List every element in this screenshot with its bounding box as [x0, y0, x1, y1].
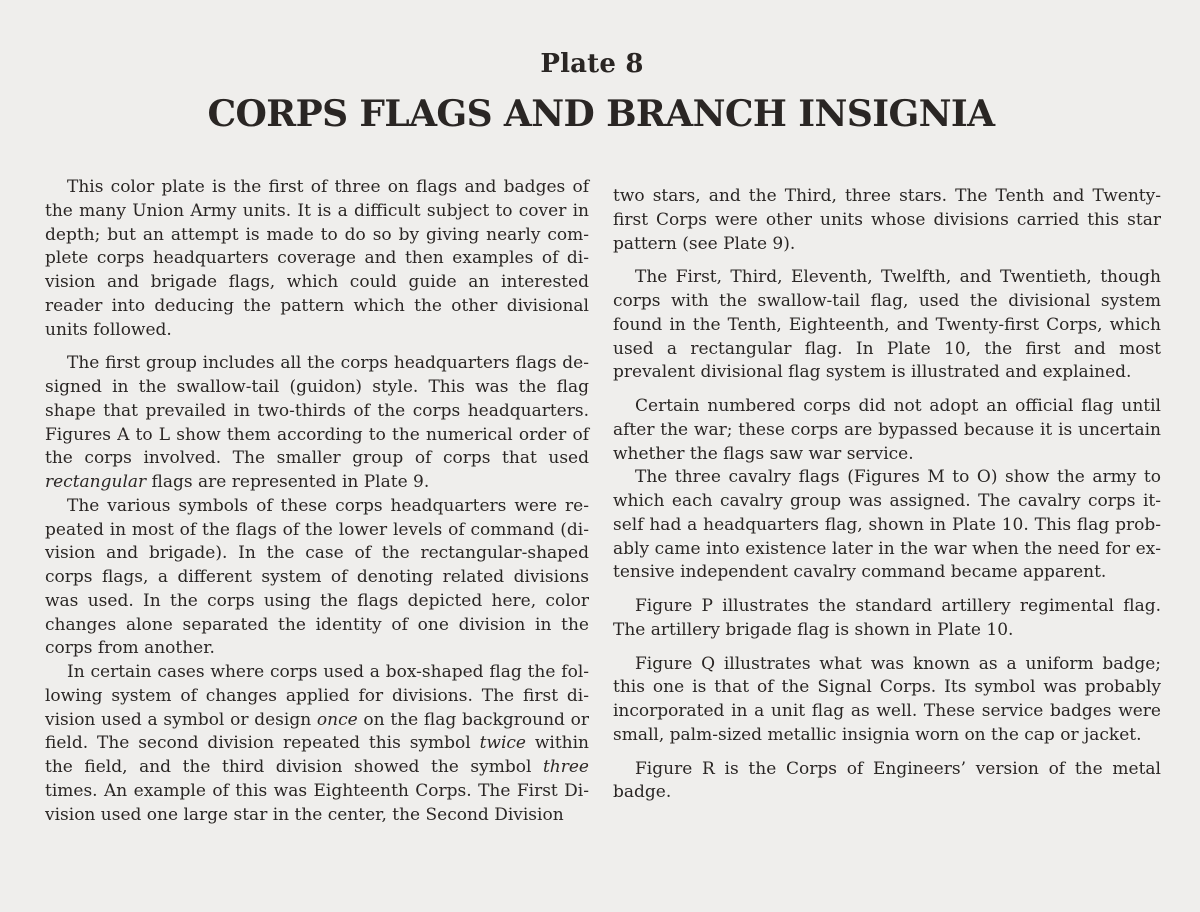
- paragraph: [45, 352, 589, 495]
- left-column: [45, 176, 589, 827]
- emphasized-text: once: [316, 709, 358, 730]
- paragraph: Figure P illustrates the standard artillery regimental flag. The artillery brigade flag is shown in Plate 10.: [613, 596, 1161, 640]
- paragraph: Figure R is the Corps of Engineers’ version of the metal badge.: [613, 758, 1161, 803]
- paragraph: Figure Q illustrates what was known as a uniform badge; this one is that of the Signal Corps. Its symbol was probably incorporated in a unit flag as well. These service badges were small, palm-sized metallic insignia worn on the cap or jacket.: [613, 653, 1161, 745]
- paragraph: Certain numbered corps did not adopt an official flag until after the war; these corps are bypassed because it is uncertain whether the flags saw war service.: [613, 396, 1161, 464]
- paragraph: The First, Third, Eleventh, Twelfth, and Twentieth, though corps with the swallow-tail flag, used the divisional system found in the Tenth, Eighteenth, and Twenty-first Corps, which used a rectangular flag. In Plate 10, the first and most prevalent divisional flag system is illustrated and explained.: [613, 267, 1161, 383]
- emphasized-text: three: [542, 757, 589, 777]
- paragraph-text: In certain cases where corps used a box-shaped flag the following system of changes applied for divisions. The first division used a symbol or design: [45, 662, 589, 730]
- paragraph: The three cavalry flags (Figures M to O) show the army to which each cavalry group was assigned. The cavalry corps itself had a headquarters flag, shown in Plate 10. This flag probably came into existence later in the war when the need for extensive independent cavalry command became apparent.: [613, 467, 1161, 583]
- paragraph: [45, 661, 589, 827]
- emphasized-text: rectangular: [45, 472, 147, 492]
- paragraph-text: flags are represented in Plate 9.: [146, 472, 430, 492]
- paragraph-text: The first group includes all the corps headquarters flags designed in the swallow-tail (guidon) style. This was the flag shape that prevailed in two-thirds of the corps headquarters. Figures A to L show them according to the numerical order of the corps involved. The smaller group of corps that used: [45, 353, 589, 469]
- page-title: CORPS FLAGS AND BRANCH INSIGNIA: [207, 93, 995, 135]
- paragraph-text: times. An example of this was Eighteenth Corps. The First Division used one large star in the center, the Second Division: [45, 780, 589, 825]
- paragraph: two stars, and the Third, three stars. The Tenth and Twenty-first Corps were other units whose divisions carried this star pattern (see Plate 9).: [613, 186, 1161, 254]
- paragraph-text: on the flag background or field. The second division repeated this symbol: [45, 709, 590, 754]
- emphasized-text: twice: [479, 733, 526, 754]
- right-column: [613, 185, 1161, 805]
- paragraph: The various symbols of these corps headquarters were repeated in most of the flags of the lower levels of command (division and brigade). In the case of the rectangular-shaped corps flags, a different system of denoting related divisions was used. In the corps using the flags depicted here, color changes alone separated the identity of one division in the corps from another.: [45, 495, 589, 659]
- paragraph-text: within the field, and the third division showed the symbol: [45, 733, 590, 777]
- plate-number: Plate 8: [540, 49, 644, 79]
- paragraph: This color plate is the first of three on flags and badges of the many Union Army units. It is a difficult subject to cover in depth; but an attempt is made to do so by giving nearly complete corps headquarters coverage and then examples of division and brigade flags, which could guide an interested reader into deducing the pattern which the other divisional units followed.: [45, 177, 589, 340]
